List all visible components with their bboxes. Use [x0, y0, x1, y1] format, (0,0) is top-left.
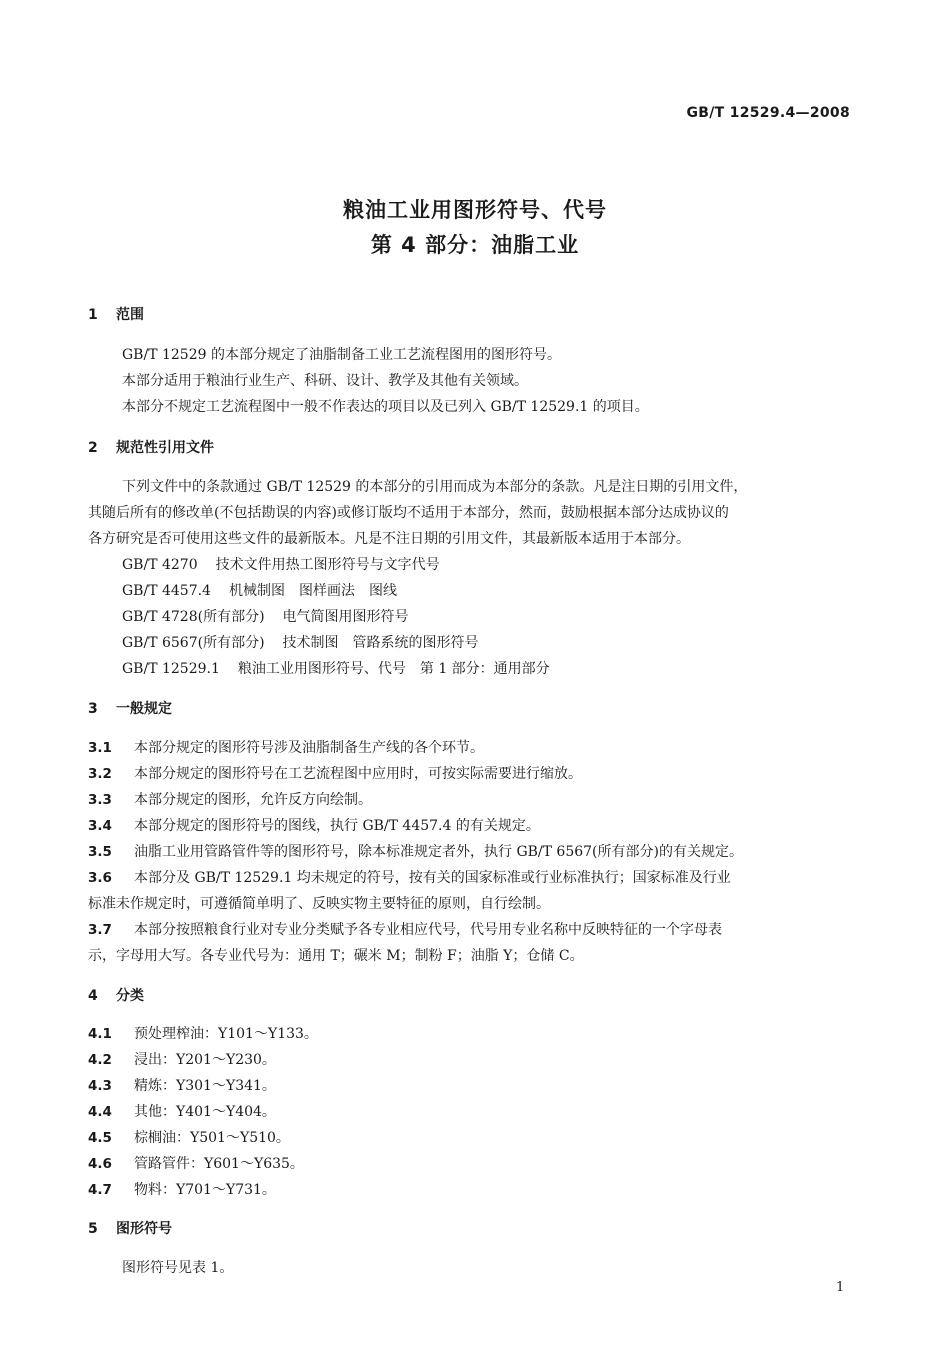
clause-number: 3.2 — [88, 766, 112, 782]
clause-number: 4.2 — [88, 1052, 112, 1068]
paragraph-line: 下列文件中的条款通过 GB/T 12529 的本部分的引用而成为本部分的条款。凡是注日期的引用文件， — [122, 479, 748, 495]
standard-number: GB/T 12529.4—2008 — [686, 105, 850, 121]
clause-text: 棕榈油：Y501～Y510。 — [134, 1130, 290, 1146]
clause-continuation: 示，字母用大写。各专业代号为：通用 T；碾米 M；制粉 F；油脂 Y；仓储 C。 — [88, 948, 584, 964]
reference-title: 机械制图 图样画法 图线 — [228, 583, 397, 599]
section-1-heading — [88, 304, 144, 324]
clause-text: 本部分及 GB/T 12529.1 均未规定的符号，按有关的国家标准或行业标准执行；国家标准及行业 — [134, 870, 731, 886]
reference-code: GB/T 4728(所有部分) — [122, 609, 265, 625]
clause-text: 本部分按照粮食行业对专业分类赋予各专业相应代号，代号用专业名称中反映特征的一个字母表 — [134, 922, 722, 938]
section-number: 4 — [88, 988, 98, 1004]
clause-text: 管路管件：Y601～Y635。 — [134, 1156, 304, 1172]
clause-text: 物料：Y701～Y731。 — [134, 1182, 276, 1198]
paragraph-line: 其随后所有的修改单(不包括勘误的内容)或修订版均不适用于本部分，然而，鼓励根据本部分达成协议的 — [88, 505, 729, 521]
clause-text: 其他：Y401～Y404。 — [134, 1104, 276, 1120]
clause-text: 本部分规定的图形符号涉及油脂制备生产线的各个环节。 — [134, 740, 484, 756]
reference-code: GB/T 4270 — [122, 557, 198, 573]
section-number: 2 — [88, 440, 98, 456]
clause-number: 4.3 — [88, 1078, 112, 1094]
clause-number: 3.3 — [88, 792, 112, 808]
clause — [88, 815, 540, 835]
reference-item — [122, 554, 440, 574]
clause-text: 预处理榨油：Y101～Y133。 — [134, 1026, 318, 1042]
reference-code: GB/T 6567(所有部分) — [122, 635, 265, 651]
section-number: 3 — [88, 701, 98, 717]
reference-item — [122, 606, 409, 626]
section-4-heading — [88, 985, 144, 1005]
clause-number: 3.1 — [88, 740, 112, 756]
section-title: 图形符号 — [116, 1221, 172, 1237]
section-3-heading — [88, 698, 172, 718]
section-title: 分类 — [116, 988, 144, 1004]
clause-number: 3.5 — [88, 844, 112, 860]
clause-text: 油脂工业用管路管件等的图形符号，除本标准规定者外，执行 GB/T 6567(所有部分)的有关规定。 — [134, 844, 743, 860]
clause — [88, 841, 743, 861]
paragraph: 本部分不规定工艺流程图中一般不作表达的项目以及已列入 GB/T 12529.1 的项目。 — [122, 399, 649, 415]
document-subtitle: 第 4 部分：油脂工业 — [370, 233, 580, 257]
page-number: 1 — [836, 1280, 845, 1295]
clause — [88, 867, 731, 887]
clause-text: 精炼：Y301～Y341。 — [134, 1078, 276, 1094]
clause-number: 4.7 — [88, 1182, 112, 1198]
section-number: 1 — [88, 307, 98, 323]
clause — [88, 1101, 276, 1121]
clause — [88, 1049, 276, 1069]
clause-text: 本部分规定的图形符号的图线，执行 GB/T 4457.4 的有关规定。 — [134, 818, 540, 834]
clause — [88, 919, 722, 939]
section-title: 一般规定 — [116, 701, 172, 717]
reference-title: 技术制图 管路系统的图形符号 — [282, 635, 479, 651]
clause-number: 3.4 — [88, 818, 112, 834]
clause-number: 3.7 — [88, 922, 112, 938]
reference-item — [122, 658, 550, 678]
section-number: 5 — [88, 1221, 98, 1237]
clause — [88, 1023, 318, 1043]
clause — [88, 737, 484, 757]
reference-title: 技术文件用热工图形符号与文字代号 — [215, 557, 440, 573]
reference-code: GB/T 12529.1 — [122, 661, 220, 677]
clause-text: 本部分规定的图形符号在工艺流程图中应用时，可按实际需要进行缩放。 — [134, 766, 582, 782]
reference-item — [122, 580, 397, 600]
section-5-heading — [88, 1218, 172, 1238]
clause-number: 4.4 — [88, 1104, 112, 1120]
clause-number: 3.6 — [88, 870, 112, 886]
clause — [88, 763, 582, 783]
section-title: 范围 — [116, 307, 144, 323]
section-title: 规范性引用文件 — [116, 440, 214, 456]
reference-item — [122, 632, 479, 652]
reference-code: GB/T 4457.4 — [122, 583, 211, 599]
section-2-heading — [88, 437, 214, 457]
reference-title: 粮油工业用图形符号、代号 第 1 部分：通用部分 — [237, 661, 550, 677]
reference-title: 电气简图用图形符号 — [282, 609, 409, 625]
clause — [88, 1179, 276, 1199]
document-title: 粮油工业用图形符号、代号 — [343, 198, 607, 222]
paragraph: 图形符号见表 1。 — [122, 1260, 234, 1276]
clause-text: 本部分规定的图形，允许反方向绘制。 — [134, 792, 372, 808]
clause-number: 4.1 — [88, 1026, 112, 1042]
paragraph-line: 各方研究是否可使用这些文件的最新版本。凡是不注日期的引用文件，其最新版本适用于本部分。 — [88, 531, 690, 547]
clause — [88, 1153, 304, 1173]
paragraph: GB/T 12529 的本部分规定了油脂制备工业工艺流程图用的图形符号。 — [122, 347, 561, 363]
clause-number: 4.6 — [88, 1156, 112, 1172]
clause-text: 浸出：Y201～Y230。 — [134, 1052, 276, 1068]
clause-number: 4.5 — [88, 1130, 112, 1146]
paragraph: 本部分适用于粮油行业生产、科研、设计、教学及其他有关领域。 — [122, 373, 528, 389]
clause-continuation: 标准未作规定时，可遵循简单明了、反映实物主要特征的原则，自行绘制。 — [88, 896, 550, 912]
clause — [88, 789, 372, 809]
clause — [88, 1075, 276, 1095]
clause — [88, 1127, 290, 1147]
